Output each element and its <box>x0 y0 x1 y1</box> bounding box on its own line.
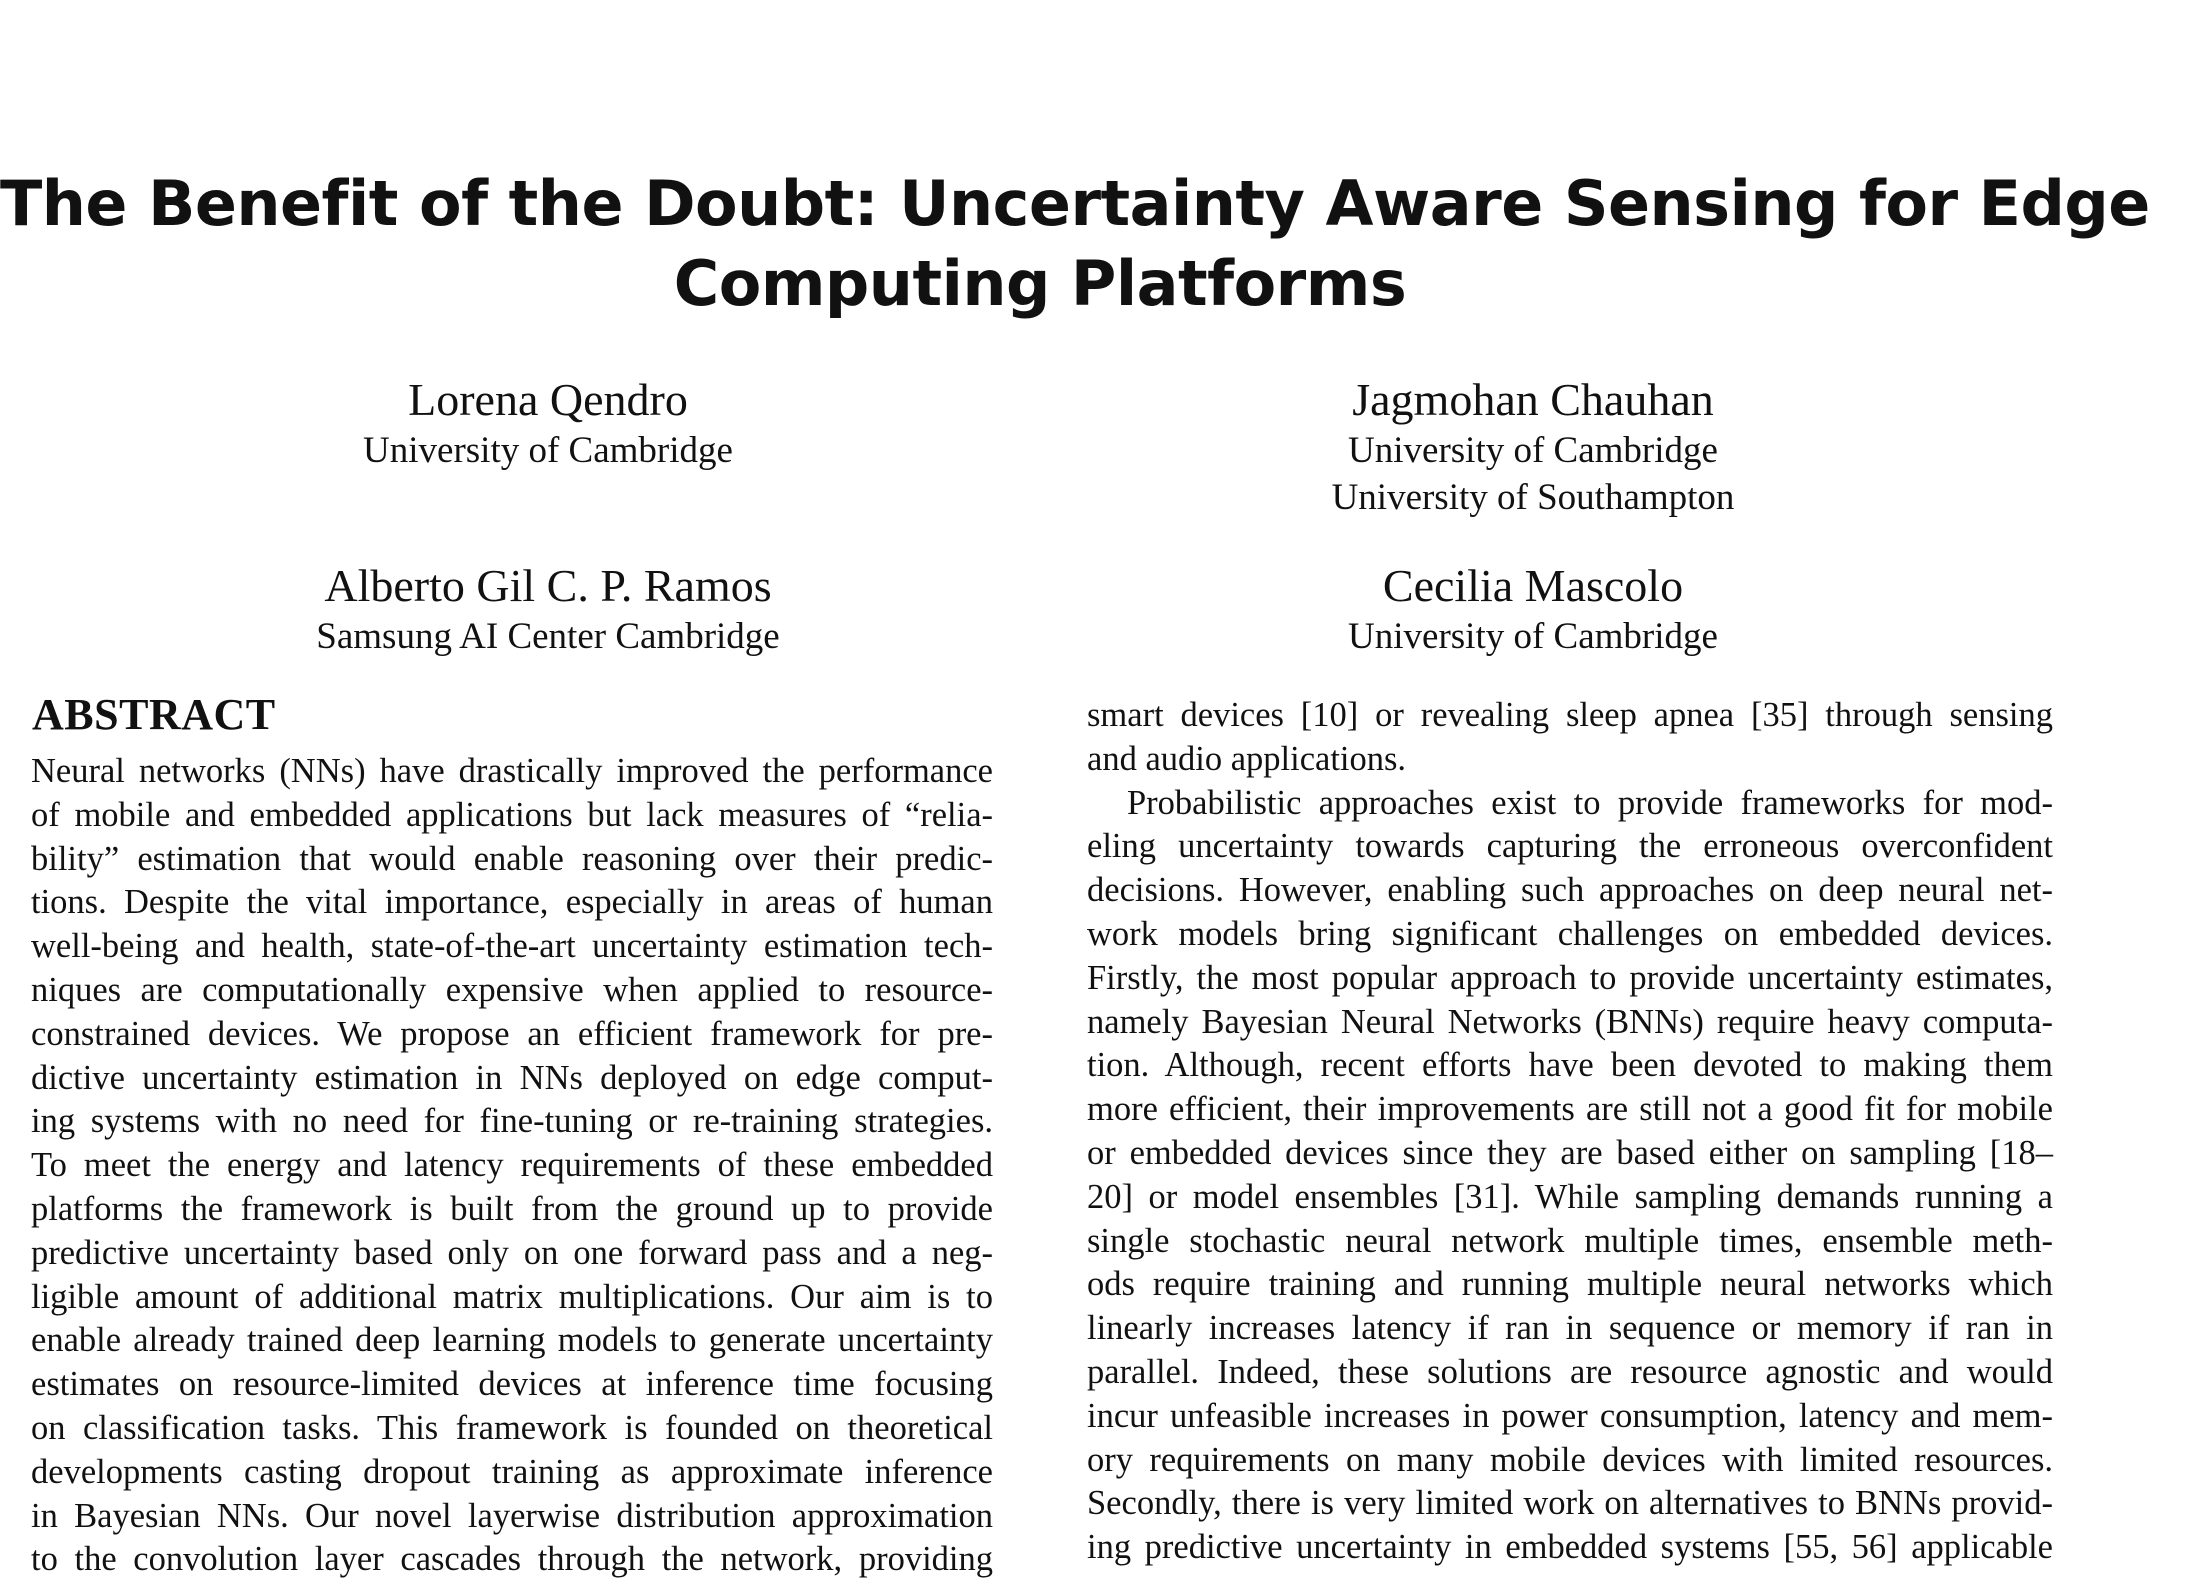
author-name: Cecilia Mascolo <box>1382 560 1684 611</box>
body-line: Secondly, there is very limited work on alternatives to BNNs provid- <box>1087 1484 2053 1523</box>
abstract-line: estimates on resource-limited devices at inference time focusing <box>31 1365 993 1404</box>
author-affiliation: Samsung AI Center Cambridge <box>316 616 780 657</box>
author-name: Alberto Gil C. P. Ramos <box>324 560 772 611</box>
abstract-line: developments casting dropout training as approximate inference <box>31 1452 993 1491</box>
abstract-line: enable already trained deep learning models to generate uncertainty <box>31 1321 993 1360</box>
body-line: smart devices [10] or revealing sleep apnea [35] through sensing <box>1087 696 2053 734</box>
abstract-line: dictive uncertainty estimation in NNs deployed on edge comput- <box>31 1058 993 1097</box>
abstract-line: ligible amount of additional matrix multiplications. Our aim is to <box>31 1277 993 1316</box>
abstract-line: in Bayesian NNs. Our novel layerwise distribution approximation <box>31 1496 993 1535</box>
abstract-body <box>31 750 993 1582</box>
author-affiliation: University of Cambridge <box>363 430 733 471</box>
body-line: linearly increases latency if ran in sequence or memory if ran in <box>1087 1309 2053 1348</box>
paper-title <box>0 164 2150 324</box>
body-line: ing predictive uncertainty in embedded systems [55, 56] applicable <box>1087 1528 2053 1567</box>
body-line: ory requirements on many mobile devices with limited resources. <box>1087 1440 2053 1479</box>
body-text-right-column <box>1087 694 2053 1570</box>
abstract-line: niques are computationally expensive when applied to resource- <box>31 970 993 1009</box>
body-line: namely Bayesian Neural Networks (BNNs) require heavy computa- <box>1087 1002 2053 1041</box>
abstract-heading: ABSTRACT <box>32 690 276 739</box>
abstract-line: on classification tasks. This framework is founded on theoretical <box>31 1408 993 1447</box>
body-line: more efficient, their improvements are still not a good fit for mobile <box>1087 1090 2053 1129</box>
abstract-line: To meet the energy and latency requirements of these embedded <box>31 1146 993 1185</box>
body-line: Firstly, the most popular approach to provide uncertainty estimates, <box>1087 958 2053 997</box>
body-line: work models bring significant challenges on embedded devices. <box>1087 914 2053 953</box>
abstract-line: platforms the framework is built from the ground up to provide <box>31 1189 993 1228</box>
author-block-lorena-qendro <box>148 373 948 474</box>
body-line: ods require training and running multiple neural networks which <box>1087 1265 2053 1304</box>
body-line: incur unfeasible increases in power consumption, latency and mem- <box>1087 1396 2053 1435</box>
abstract-line: Neural networks (NNs) have drastically improved the performance <box>31 752 993 790</box>
body-line: 20] or model ensembles [31]. While sampling demands running a <box>1087 1177 2053 1216</box>
body-line: or embedded devices since they are based either on sampling [18– <box>1087 1133 2053 1172</box>
body-line: parallel. Indeed, these solutions are resource agnostic and would <box>1087 1352 2053 1391</box>
author-affiliation: University of Cambridge <box>1348 430 1718 471</box>
title-line-1: The Benefit of the Doubt: Uncertainty Aware Sensing for Edge <box>0 167 2150 240</box>
abstract-line: well-being and health, state-of-the-art uncertainty estimation tech- <box>31 927 993 966</box>
abstract-line: tions. Despite the vital importance, especially in areas of human <box>31 883 993 922</box>
abstract-line: predictive uncertainty based only on one forward pass and a neg- <box>31 1233 993 1272</box>
abstract-line: bility” estimation that would enable reasoning over their predic- <box>31 839 993 878</box>
abstract-line: ing systems with no need for fine-tuning or re-training strategies. <box>31 1102 993 1141</box>
body-line: eling uncertainty towards capturing the erroneous overconfident <box>1087 827 2053 866</box>
body-line: single stochastic neural network multiple times, ensemble meth- <box>1087 1221 2053 1260</box>
author-block-jagmohan-chauhan <box>1133 373 1933 521</box>
author-name: Jagmohan Chauhan <box>1352 374 1714 425</box>
author-affiliation: University of Southampton <box>1331 477 1735 518</box>
abstract-line: to the convolution layer cascades through the network, providing <box>31 1540 993 1579</box>
abstract-line: of mobile and embedded applications but lack measures of “relia- <box>31 795 993 834</box>
body-line: and audio applications. <box>1087 739 1407 778</box>
author-block-alberto-gil-ramos <box>148 559 948 660</box>
author-name: Lorena Qendro <box>408 374 688 425</box>
author-affiliation: University of Cambridge <box>1348 616 1718 657</box>
author-block-cecilia-mascolo <box>1133 559 1933 660</box>
body-line: decisions. However, enabling such approaches on deep neural net- <box>1087 871 2053 910</box>
abstract-line: constrained devices. We propose an efficient framework for pre- <box>31 1014 993 1053</box>
title-line-2: Computing Platforms <box>673 247 1407 320</box>
body-line: tion. Although, recent efforts have been devoted to making them <box>1087 1046 2053 1085</box>
body-line: Probabilistic approaches exist to provide frameworks for mod- <box>1127 783 2053 822</box>
